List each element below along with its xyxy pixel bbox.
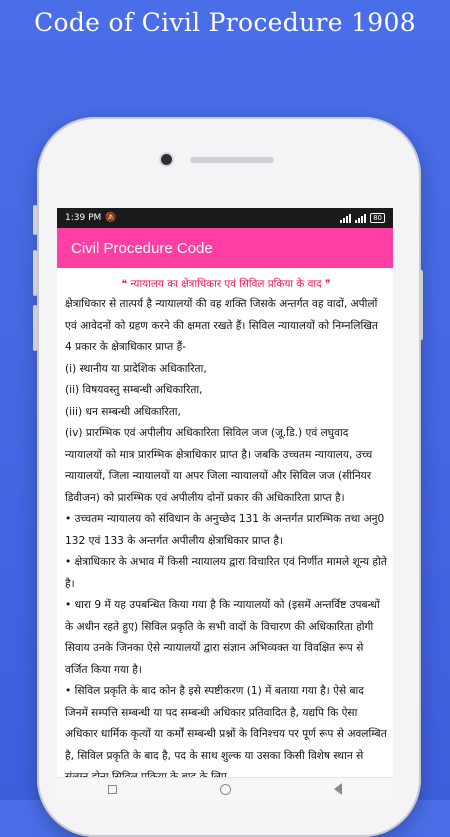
power-button	[419, 270, 423, 340]
bullet-item: • क्षेत्राधिकार के अभाव में किसी न्यायालय द्वारा विचारित एवं निर्णीत मामले शून्य होते है।	[65, 556, 387, 590]
heading-decoration-icon: ❝	[121, 278, 128, 290]
article-content	[57, 268, 393, 789]
system-nav-bar	[57, 777, 393, 800]
home-icon[interactable]	[220, 784, 231, 795]
volume-down-button	[33, 305, 37, 351]
heading-decoration-icon: ❞	[324, 278, 331, 290]
bullet-item: • उच्चतम न्यायालय को संविधान के अनुच्छेद 131 के अन्तर्गत प्रारम्भिक तथा अनु0 132 एवं 133 के अन्तर्गत अपीलीय क्षेत्राधिकार प्राप्त है।	[65, 513, 385, 547]
wifi-signal-icon	[355, 214, 366, 223]
front-camera	[161, 154, 172, 165]
article-intro: क्षेत्राधिकार से तात्पर्य है न्यायालयों की वह शक्ति जिसके अन्तर्गत वह वादों, अपीलों एवं आवेदनों को ग्रहण करने की क्षमता रखते हैं। सिविल न्यायालयों को निम्नलिखित 4 प्रकार के क्षेत्राधिकार प्राप्त हैं-	[65, 298, 378, 353]
battery-icon: 80	[370, 213, 385, 223]
mute-icon: 🔕	[105, 213, 117, 223]
bullet-item: • सिविल प्रकृति के बाद कोन है इसे स्पष्टीकरण (1) में बताया गया है। ऐसे बाद जिनमें सम्पत्ति सम्बन्धी या पद सम्बन्धी अधिकार प्रतिवादित है, यद्यपि कि ऐसा अधिकार धार्मिक कृत्यों या कर्मों सम्बन्धी प्रश्नों के विनिश्चय पर पूर्ण रूप से अवलम्बित है, सिविल प्रकृति के बाद है, पद के साथ शुल्क या उसका किसी विशेष स्थान से	[65, 685, 387, 762]
earpiece-speaker	[190, 157, 274, 163]
article-heading-text: न्यायालय का क्षेत्राधिकार एवं सिविल प्रकिया के वाद	[130, 278, 322, 290]
app-title: Civil Procedure Code	[71, 239, 213, 257]
list-item: (i) स्थानीय या प्रादेशिक अधिकारिता,	[65, 362, 207, 375]
status-bar	[57, 208, 393, 228]
bullet-item: • धारा 9 में यह उपबन्धित किया गया है कि न्यायालयों को (इसमें अन्तर्विष्ट उपबन्धों के अधीन रहते हुए) सिविल प्रकृति के सभी वादों के विचारण की अधिकारिता होगी सिवाय उनके जिनका ऐसे न्यायालयों द्वारा संज्ञान अभिव्यक्त या विवक्षित रूप से वर्जित किया गया है।	[65, 599, 380, 676]
app-toolbar	[57, 228, 393, 268]
recent-apps-icon[interactable]	[108, 785, 117, 794]
list-item: (iv) प्रारम्भिक एवं अपीलीय अधिकारिता सिविल जज (जू.डि.) एवं लघुवाद न्यायालयों को मात्र प्रारम्भिक क्षेत्राधिकार प्राप्त है। जबकि उच्चतम न्यायालय, उच्च न्यायालयों, जिला न्यायालयों या अपर जिला न्यायालयों और सिविल जज (सीनियर डिवीजन) को प्रारम्भिक एवं अपीलीय दोनों प्रकार की अधिकारिता प्राप्त है।	[65, 427, 373, 504]
status-time: 1:39 PM	[65, 213, 102, 223]
volume-up-button	[33, 250, 37, 296]
list-item: (iii) धन सम्बन्धी अधिकारिता,	[65, 405, 181, 418]
signal-icon	[340, 214, 351, 223]
back-icon[interactable]	[334, 783, 342, 795]
phone-screen	[57, 208, 393, 800]
article-heading	[65, 274, 387, 294]
mute-switch	[33, 205, 37, 235]
list-item: (ii) विषयवस्तु सम्बन्धी अधिकारिता,	[65, 384, 203, 396]
promo-title: Code of Civil Procedure 1908	[34, 8, 416, 37]
